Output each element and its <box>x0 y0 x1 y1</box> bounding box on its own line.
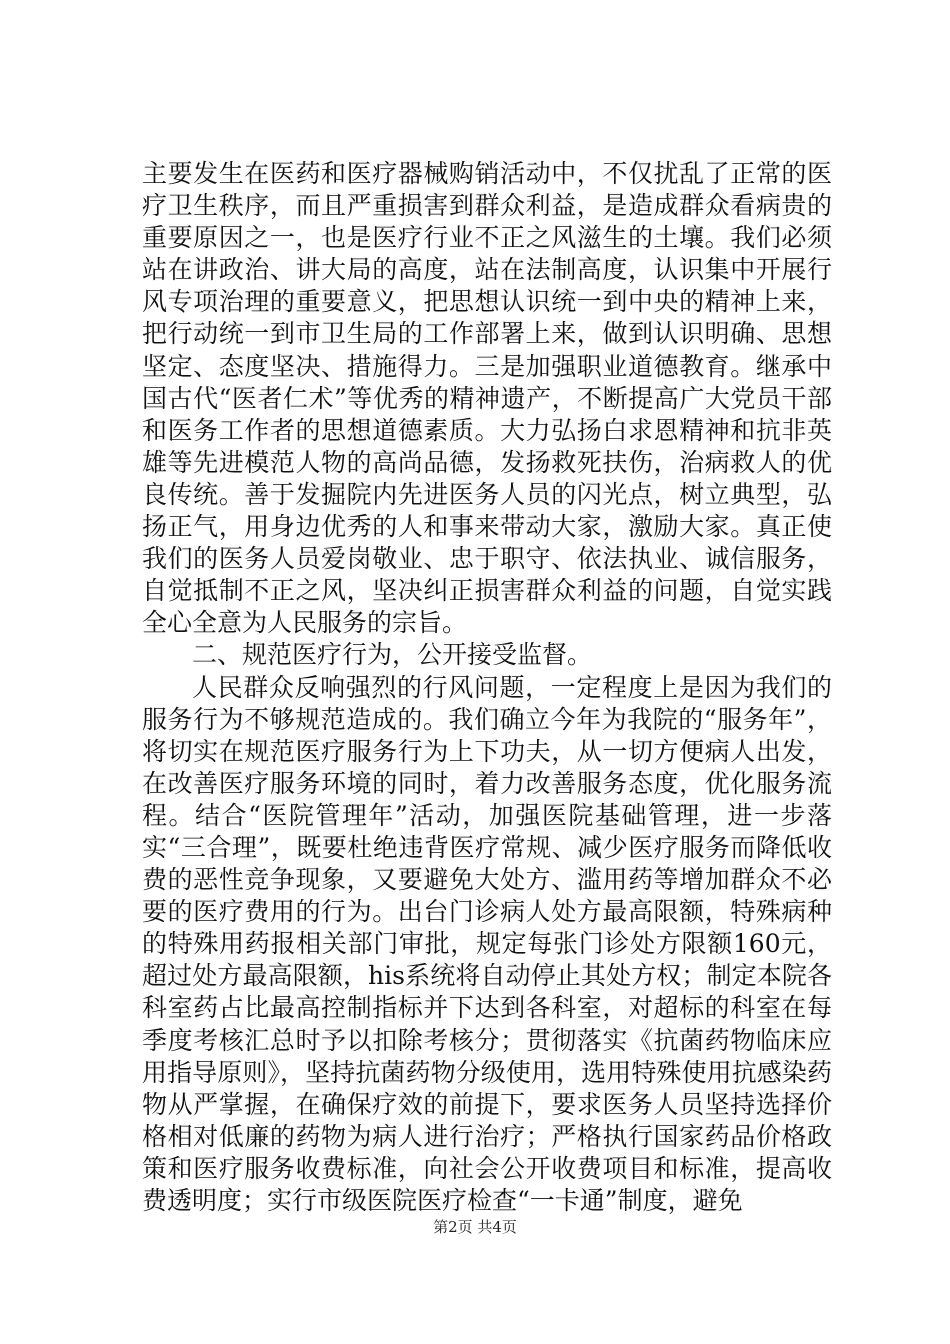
page-footer: 第2页 共4页 <box>433 1218 517 1236</box>
paragraph-continued: 主要发生在医药和医疗器械购销活动中，不仅扰乱了正常的医疗卫生秩序，而且严重损害到群众利益，是造成群众看病贵的重要原因之一，也是医疗行业不正之风滋生的土壤。我们必须站在讲政治、讲大局的高度，站在法制高度，认识集中开展行风专项治理的重要意义，把思想认识统一到中央的精神上来，把行动统一到市卫生局的工作部署上来，做到认识明确、思想坚定、态度坚决、措施得力。三是加强职业道德教育。继承中国古代“医者仁术”等优秀的精神遗产，不断提高广大党员干部和医务工作者的思想道德素质。大力弘扬白求恩精神和抗非英雄等先进模范人物的高尚品德，发扬救死扶伤，治病救人的优良传统。善于发掘院内先进医务人员的闪光点，树立典型，弘扬正气，用身边优秀的人和事来带动大家，激励大家。真正使我们的医务人员爱岗敬业、忠于职守、依法执业、诚信服务，自觉抵制不正之风，坚决纠正损害群众利益的问题，自觉实践全心全意为人民服务的宗旨。 <box>142 159 832 638</box>
paragraph: 人民群众反响强烈的行风问题，一定程度上是因为我们的服务行为不够规范造成的。我们确立今年为我院的“服务年”，将切实在规范医疗服务行为上下功夫，从一切方便病人出发，在改善医疗服务环境的同时，着力改善服务态度，优化服务流程。结合“医院管理年”活动，加强医院基础管理，进一步落实“三合理”，既要杜绝违背医疗常规、减少医疗服务而降低收费的恶性竞争现象，又要避免大处方、滥用药等增加群众不必要的医疗费用的行为。出台门诊病人处方最高限额，特殊病种的特殊用药报相关部门审批，规定每张门诊处方限额160元，超过处方最高限额，his系统将自动停止其处方权；制定本院各科室药占比最高控制指标并下达到各科室，对超标的科室在每季度考核汇总时予以扣除考核分；贯彻落实《抗菌药物临床应用指导原则》，坚持抗菌药物分级使用，选用特殊使用抗感染药物从严掌握，在确保疗效的前提下，要求医务人员坚持选择价格相对低廉的药物为病人进行治疗；严格执行国家药品价格政策和医疗服务收费标准，向社会公开收费项目和标准，提高收费透明度；实行市级医院医疗检查“一卡通”制度，避免 <box>142 672 832 1215</box>
document-body <box>142 158 832 1217</box>
section-heading: 二、规范医疗行为，公开接受监督。 <box>192 640 593 670</box>
